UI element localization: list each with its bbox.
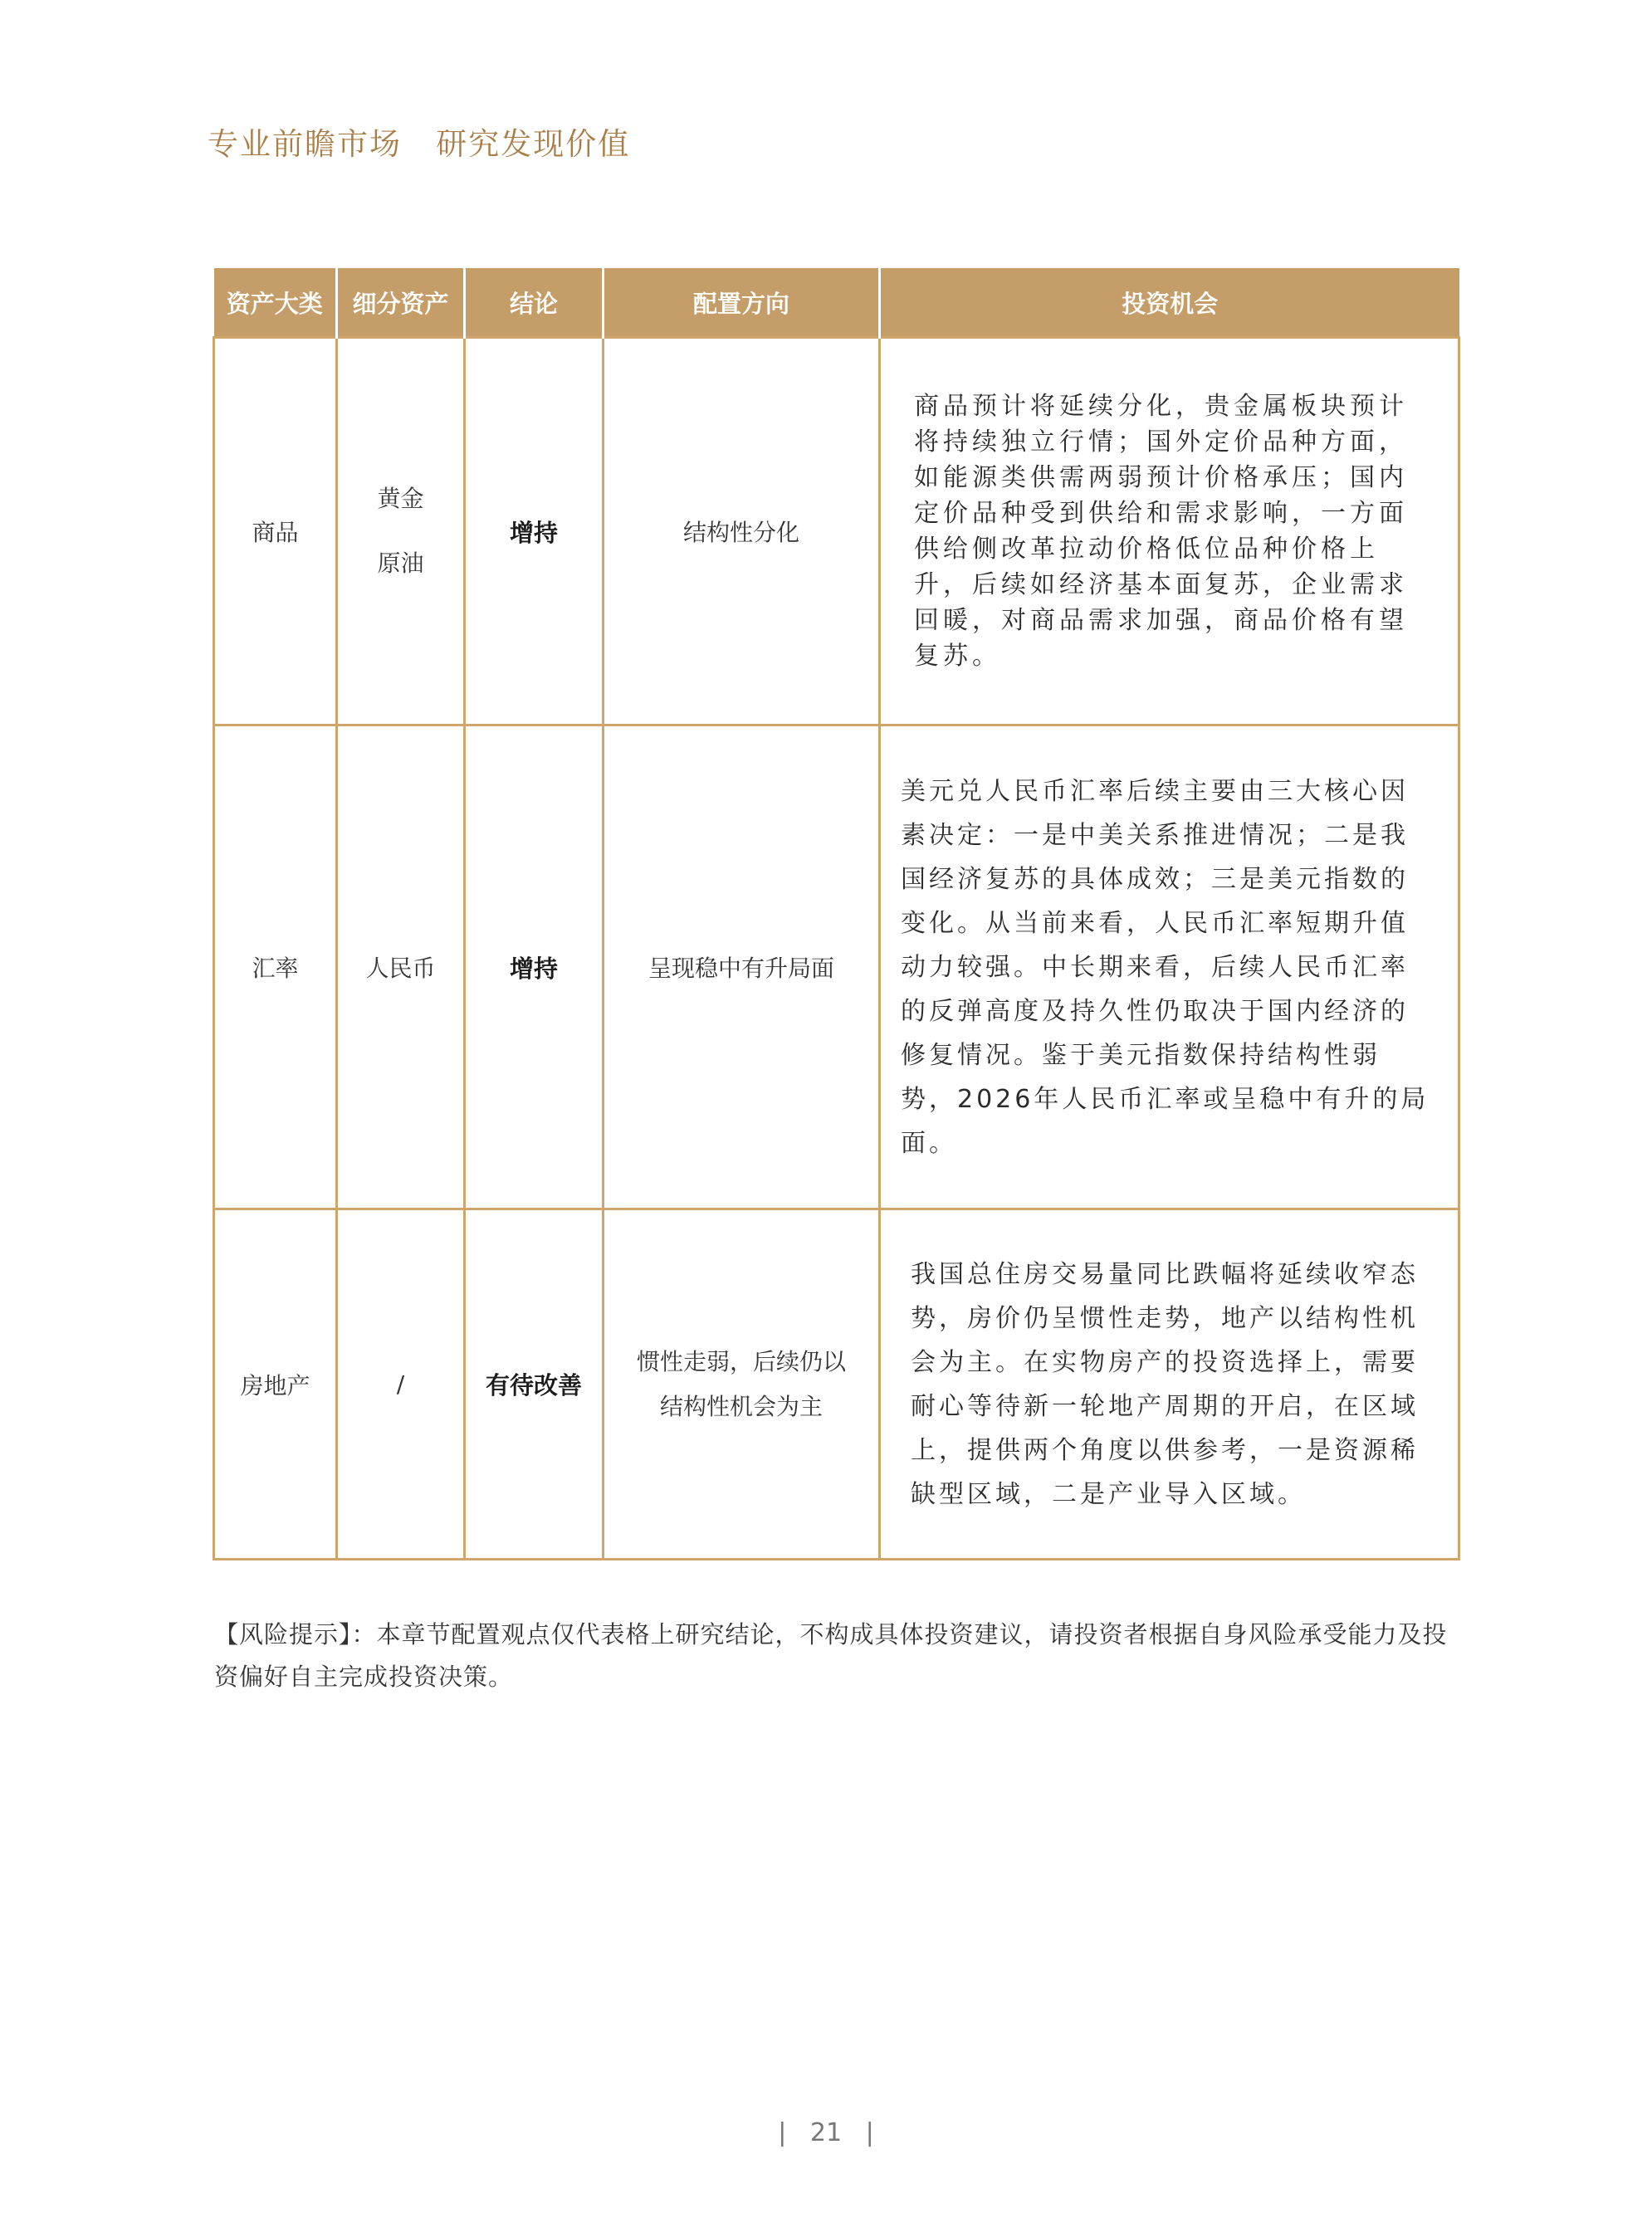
column-header-asset-class: 资产大类 xyxy=(214,268,337,338)
table-row xyxy=(214,725,1459,1209)
risk-notice: 【风险提示】：本章节配置观点仅代表格上研究结论，不构成具体投资建议，请投资者根据自身风险承受能力及投资偏好自主完成投资决策。 xyxy=(214,1620,1448,1691)
sub-asset-item: 黄金 xyxy=(377,485,424,512)
direction-cell: 结构性分化 xyxy=(604,338,880,725)
conclusion-cell: 增持 xyxy=(465,338,604,725)
opportunity-cell: 美元兑人民币汇率后续主要由三大核心因素决定：一是中美关系推进情况；二是我国经济复苏的具体成效；三是美元指数的变化。从当前来看，人民币汇率短期升值动力较强。中长期来看，后续人民币汇率的反弹高度及持久性仍取决于国内经济的修复情况。鉴于美元指数保持结构性弱势，2026年人民币汇率或呈稳中有升的局面。 xyxy=(880,725,1459,1209)
direction-line: 惯性走弱，后续仍以 xyxy=(636,1347,846,1375)
opportunity-cell: 商品预计将延续分化，贵金属板块预计将持续独立行情；国外定价品种方面，如能源类供需两弱预计价格承压；国内定价品种受到供给和需求影响，一方面供给侧改革拉动价格低位品种价格上升，后续如经济基本面复苏，企业需求回暖，对商品需求加强，商品价格有望复苏。 xyxy=(880,338,1459,725)
direction-line: 结构性机会为主 xyxy=(659,1392,823,1420)
sub-asset-cell xyxy=(337,338,465,725)
conclusion-cell: 有待改善 xyxy=(465,1209,604,1560)
column-header-sub-asset: 细分资产 xyxy=(337,268,465,338)
page-header-slogan: 专业前瞻市场 研究发现价值 xyxy=(208,126,631,162)
table-row xyxy=(214,338,1459,725)
page-number: | 21 | xyxy=(778,2118,874,2147)
conclusion-cell: 增持 xyxy=(465,725,604,1209)
column-header-conclusion: 结论 xyxy=(465,268,604,338)
asset-class-cell: 商品 xyxy=(214,338,337,725)
column-header-opportunity: 投资机会 xyxy=(880,268,1459,338)
asset-class-cell: 房地产 xyxy=(214,1209,337,1560)
asset-class-cell: 汇率 xyxy=(214,725,337,1209)
direction-cell: 呈现稳中有升局面 xyxy=(604,725,880,1209)
table-row xyxy=(214,1209,1459,1560)
direction-cell xyxy=(604,1209,880,1560)
sub-asset-cell: / xyxy=(337,1209,465,1560)
opportunity-cell: 我国总住房交易量同比跌幅将延续收窄态势，房价仍呈惯性走势，地产以结构性机会为主。在实物房产的投资选择上，需要耐心等待新一轮地产周期的开启，在区域上，提供两个角度以供参考，一是资源稀缺型区域，二是产业导入区域。 xyxy=(880,1209,1459,1560)
table-header-row xyxy=(214,268,1459,338)
column-header-direction: 配置方向 xyxy=(604,268,880,338)
sub-asset-item: 原油 xyxy=(377,549,424,577)
asset-allocation-table xyxy=(213,268,1460,1561)
sub-asset-cell: 人民币 xyxy=(337,725,465,1209)
